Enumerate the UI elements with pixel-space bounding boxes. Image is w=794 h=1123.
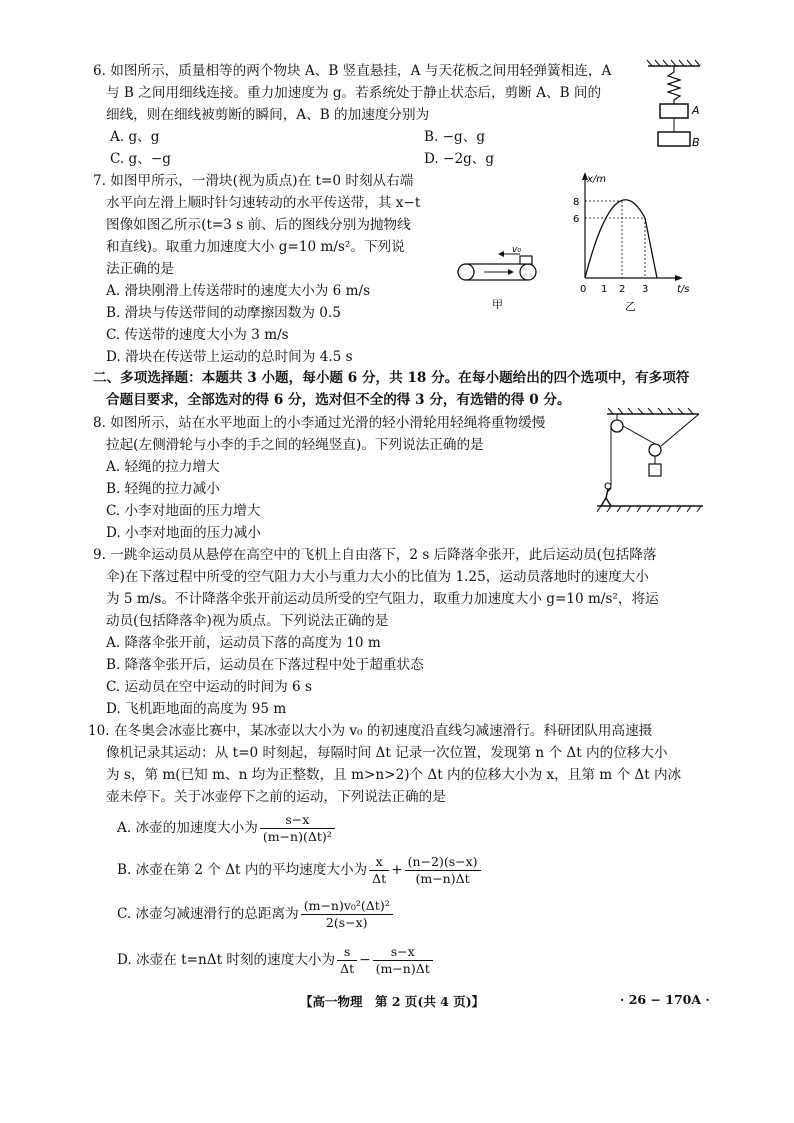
q6-line: 6. 如图所示，质量相等的两个物块 A、B 竖直悬挂，A 与天花板之间用轻弹簧相连，A xyxy=(93,63,612,79)
q8-line: 拉起(左侧滑轮与小李的手之间的轻绳竖直)。下列说法正确的是 xyxy=(106,437,484,453)
q10-option-b-fraction-1 xyxy=(369,854,389,887)
q10-option-b-fraction-2 xyxy=(405,854,481,887)
q10-line: 10. 在冬奥会冰壶比赛中，某冰壶以大小为 v₀ 的初速度沿直线匀减速滑行。科研团队用高速摄 xyxy=(88,723,653,739)
q6-option-c: C. g、−g xyxy=(110,151,171,167)
q6-option-a: A. g、g xyxy=(110,129,160,145)
q7-x-tick-3: 3 xyxy=(642,284,649,295)
q10-option-a xyxy=(117,812,337,845)
q7-line: 图像如图乙所示(t=3 s 前、后的图线分别为抛物线 xyxy=(106,217,411,233)
fraction-denominator: (m−n)Δt xyxy=(415,871,470,886)
q10-option-b xyxy=(117,854,483,887)
fraction-numerator: (n−2)(s−x) xyxy=(405,854,481,871)
q6-label-b: B xyxy=(692,136,700,149)
page-footer-center: 【高一物理 第 2 页(共 4 页)】 xyxy=(300,994,485,1009)
section2-line: 二、多项选择题：本题共 3 小题，每小题 6 分，共 18 分。在每小题给出的四个选项中，有多项符 xyxy=(93,370,690,386)
fraction-numerator: (m−n)v₀²(Δt)² xyxy=(301,898,393,915)
q7-x-tick-2: 2 xyxy=(619,284,626,295)
fraction-numerator: s xyxy=(337,944,357,961)
question-9 xyxy=(93,544,659,720)
fraction-numerator: x xyxy=(369,854,389,871)
q9-option-d: D. 飞机距地面的高度为 95 m xyxy=(106,701,287,717)
q7-line: 水平向左滑上顺时针匀速转动的水平传送带，其 x−t xyxy=(106,195,421,211)
section-2-header xyxy=(93,367,689,411)
q6-option-d: D. −2g、g xyxy=(424,151,495,167)
q7-line: 法正确的是 xyxy=(106,261,174,277)
q7-option-c: C. 传送带的速度大小为 3 m/s xyxy=(106,327,289,343)
question-7 xyxy=(93,170,420,368)
fraction-denominator: 2(s−x) xyxy=(325,915,368,930)
q7-conveyor-figure xyxy=(454,246,550,316)
plus-sign: + xyxy=(391,862,403,878)
q8-line: 8. 如图所示，站在水平地面上的小李通过光滑的轻小滑轮用轻绳将重物缓慢 xyxy=(93,415,546,431)
question-8 xyxy=(93,412,545,544)
q10-option-a-text: A. 冰壶的加速度大小为 xyxy=(117,820,258,836)
q6-spring-figure xyxy=(640,58,720,154)
q7-y-unit: x/m xyxy=(587,174,607,185)
q9-option-c: C. 运动员在空中运动的时间为 6 s xyxy=(106,679,312,695)
q6-options-right xyxy=(424,126,494,170)
fraction-numerator: s−x xyxy=(260,812,335,829)
q10-line: 壶未停下。关于冰壶停下之前的运动，下列说法正确的是 xyxy=(106,789,446,805)
question-10 xyxy=(88,720,681,808)
q7-caption-yi: 乙 xyxy=(625,300,636,313)
q10-option-b-text: B. 冰壶在第 2 个 Δt 内的平均速度大小为 xyxy=(117,862,368,878)
section2-line: 合题目要求，全部选对的得 6 分，选对但不全的得 3 分，有选错的得 0 分。 xyxy=(106,392,571,408)
q7-line: 7. 如图甲所示，一滑块(视为质点)在 t=0 时刻从右端 xyxy=(93,173,414,189)
q7-xt-graph xyxy=(565,168,705,318)
q7-y-tick-6: 6 xyxy=(573,214,580,225)
page-footer-code: · 26 − 170A · xyxy=(620,992,710,1007)
q7-x-unit: t/s xyxy=(677,284,690,295)
q10-line: 像机记录其运动：从 t=0 时刻起，每隔时间 Δt 记录一次位置，发现第 n 个 Δt 内的位移大小 xyxy=(106,745,668,761)
q8-option-a: A. 轻绳的拉力增大 xyxy=(106,459,220,475)
q9-option-a: A. 降落伞张开前，运动员下落的高度为 10 m xyxy=(106,635,381,651)
question-6 xyxy=(93,60,611,126)
q10-option-c xyxy=(117,898,395,931)
q10-option-c-text: C. 冰壶匀减速滑行的总距离为 xyxy=(117,906,299,922)
q7-y-tick-8: 8 xyxy=(573,197,580,208)
q9-line: 9. 一跳伞运动员从悬停在高空中的飞机上自由落下，2 s 后降落伞张开，此后运动员(包括降落 xyxy=(93,547,657,563)
q10-option-d xyxy=(117,944,435,977)
q10-option-d-text: D. 冰壶在 t=nΔt 时刻的速度大小为 xyxy=(117,952,336,968)
fraction-denominator: (m−n)(Δt)² xyxy=(262,829,332,844)
q10-option-c-fraction xyxy=(301,898,393,931)
q7-option-a: A. 滑块刚滑上传送带时的速度大小为 6 m/s xyxy=(106,283,371,299)
fraction-denominator: Δt xyxy=(340,961,355,976)
q6-option-b: B. −g、g xyxy=(424,129,486,145)
fraction-denominator: Δt xyxy=(372,871,387,886)
fraction-denominator: (m−n)Δt xyxy=(375,961,430,976)
q7-x-tick-1: 1 xyxy=(601,284,608,295)
q9-line: 为 5 m/s。不计降落伞张开前运动员所受的空气阻力，取重力加速度大小 g=10 m/s²，将运 xyxy=(106,591,659,607)
q7-option-d: D. 滑块在传送带上运动的总时间为 4.5 s xyxy=(106,349,353,365)
minus-sign: − xyxy=(359,952,371,968)
q6-line: 细线，则在细线被剪断的瞬间，A、B 的加速度分别为 xyxy=(106,107,430,123)
q7-option-b: B. 滑块与传送带间的动摩擦因数为 0.5 xyxy=(106,305,341,321)
q10-option-a-fraction xyxy=(260,812,335,845)
q7-line: 和直线)。取重力加速度大小 g=10 m/s²。下列说 xyxy=(106,239,405,255)
q6-line: 与 B 之间用细线连接。重力加速度为 g。若系统处于静止状态后，剪断 A、B 间的 xyxy=(106,85,602,101)
q9-option-b: B. 降落伞张开后，运动员在下落过程中处于超重状态 xyxy=(106,657,424,673)
q10-line: 为 s，第 m(已知 m、n 均为正整数，且 m>n>2)个 Δt 内的位移大小为 x，且第 m 个 Δt 内冰 xyxy=(106,767,682,783)
fraction-numerator: s−x xyxy=(373,944,433,961)
q6-options-left xyxy=(110,126,171,170)
q9-line: 动员(包括降落伞)视为质点。下列说法正确的是 xyxy=(106,613,389,629)
q8-pulley-figure xyxy=(595,406,705,512)
q7-caption-jia: 甲 xyxy=(492,298,503,311)
q7-v0-label: v₀ xyxy=(512,246,521,255)
q9-line: 伞)在下落过程中所受的空气阻力大小与重力大小的比值为 1.25，运动员落地时的速度大小 xyxy=(106,569,649,585)
q10-option-d-fraction-1 xyxy=(337,944,357,977)
q6-label-a: A xyxy=(692,104,700,117)
q8-option-b: B. 轻绳的拉力减小 xyxy=(106,481,220,497)
q7-x-tick-0: 0 xyxy=(580,284,587,295)
q10-option-d-fraction-2 xyxy=(373,944,433,977)
q8-option-d: D. 小李对地面的压力减小 xyxy=(106,525,261,541)
q8-option-c: C. 小李对地面的压力增大 xyxy=(106,503,261,519)
